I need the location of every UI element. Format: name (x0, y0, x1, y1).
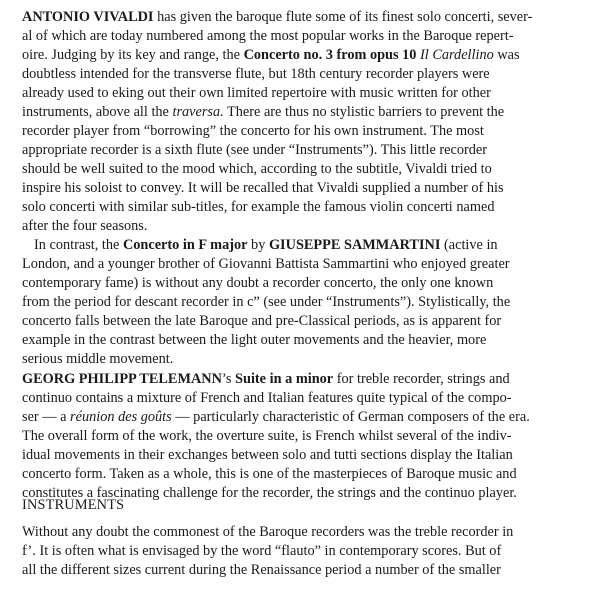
text-line (22, 141, 582, 160)
text-span: (active in (440, 237, 498, 253)
text-line (22, 65, 582, 84)
text-span: continuo contains a mixture of French and Italian features quite typical of the compo- (22, 390, 512, 406)
text-span: appropriate recorder is a sixth flute (see under “Instruments”). This little recorder (22, 142, 487, 158)
bold-text: GEORG PHILIPP TELEMANN (22, 371, 222, 387)
text-line (22, 217, 582, 236)
text-line (22, 198, 582, 217)
bold-text: Concerto in F major (122, 237, 248, 253)
text-span: instruments, above all the (22, 104, 173, 120)
text-line (22, 46, 582, 65)
text-span: for treble recorder, strings and (333, 371, 510, 387)
text-line (22, 8, 582, 27)
text-span: has given the baroque flute some of its finest solo concerti, sever- (153, 9, 533, 25)
text-line (22, 465, 582, 484)
text-span: was (493, 47, 520, 63)
text-line (22, 561, 582, 580)
text-line (22, 179, 582, 198)
text-span: all the different sizes current during the Renaissance period a number of the smaller (22, 562, 501, 578)
text-line (22, 312, 582, 331)
text-span: oire. Judging by its key and range, the (22, 47, 244, 63)
text-span: In contrast, the (34, 237, 123, 253)
text-line (22, 331, 582, 350)
text-line (22, 446, 582, 465)
text-span: after the four seasons. (22, 218, 148, 234)
text-line (22, 370, 582, 389)
text-span: from the period for descant recorder in c” (see under “Instruments”). Stylistically, the (22, 294, 511, 310)
text-line (22, 293, 582, 312)
text-line (34, 236, 594, 255)
text-line (22, 27, 582, 46)
text-span: constitutes a fascinating challenge for the recorder, the strings and the continuo player. (22, 485, 517, 501)
italic-text: réunion des goûts (70, 409, 172, 425)
text-span: London, and a younger brother of Giovanni Battista Sammartini who enjoyed greater (22, 256, 510, 272)
bold-text: Suite in a minor (235, 371, 334, 387)
text-line (22, 523, 582, 542)
text-span: concerto form. Taken as a whole, this is one of the masterpieces of Baroque music and (22, 466, 517, 482)
text-span: ser — a (22, 409, 71, 425)
bold-text: ANTONIO VIVALDI (22, 9, 154, 25)
bold-text: Concerto no. 3 from opus 10 (243, 47, 417, 63)
text-span: example in the contrast between the light outer movements and the heavier, more (22, 332, 487, 348)
text-span: al of which are today numbered among the most popular works in the Baroque repert- (22, 28, 514, 44)
text-line (22, 255, 582, 274)
italic-text: traversa. (172, 104, 224, 120)
text-span: concerto falls between the late Baroque and pre-Classical periods, as is apparent for (22, 313, 502, 329)
text-span: inspire his soloist to convey. It will be recalled that Vivaldi supplied a number of his (22, 180, 504, 196)
text-span: There are thus no stylistic barriers to prevent the (223, 104, 505, 120)
text-span: doubtless intended for the transverse flute, but 18th century recorder players were (22, 66, 490, 82)
text-line (22, 122, 582, 141)
text-span: contemporary fame) is without any doubt a recorder concerto, the only one known (22, 275, 494, 291)
text-line (22, 103, 582, 122)
text-span: — particularly characteristic of German composers of the era. (171, 409, 530, 425)
text-span: by (247, 237, 269, 253)
text-line (22, 160, 582, 179)
text-span: f’. It is often what is envisaged by the word “flauto” in contemporary scores. But of (22, 543, 502, 559)
text-span: The overall form of the work, the overture suite, is French whilst several of the indiv- (22, 428, 512, 444)
text-line (22, 84, 582, 103)
bold-text: GIUSEPPE SAMMARTINI (268, 237, 441, 253)
text-line (22, 274, 582, 293)
text-span: should be well suited to the mood which, according to the subtitle, Vivaldi tried to (22, 161, 492, 177)
text-span: already used to eking out their own limited repertoire with music written for other (22, 85, 491, 101)
section-heading: INSTRUMENTS (22, 497, 125, 513)
text-span: Without any doubt the commonest of the Baroque recorders was the treble recorder in (22, 524, 514, 540)
text-line (22, 350, 582, 369)
text-span: recorder player from “borrowing” the concerto for his own instrument. The most (22, 123, 484, 139)
text-span: ’s (221, 371, 236, 387)
text-span: solo concerti with similar sub-titles, for example the famous violin concerti named (22, 199, 495, 215)
text-line (22, 427, 582, 446)
italic-text: Il Cardellino (420, 47, 494, 63)
text-span: serious middle movement. (22, 351, 174, 367)
text-span: idual movements in their exchanges between solo and tutti sections display the Italian (22, 447, 513, 463)
text-line (22, 408, 582, 427)
text-line (22, 389, 582, 408)
text-line (22, 542, 582, 561)
